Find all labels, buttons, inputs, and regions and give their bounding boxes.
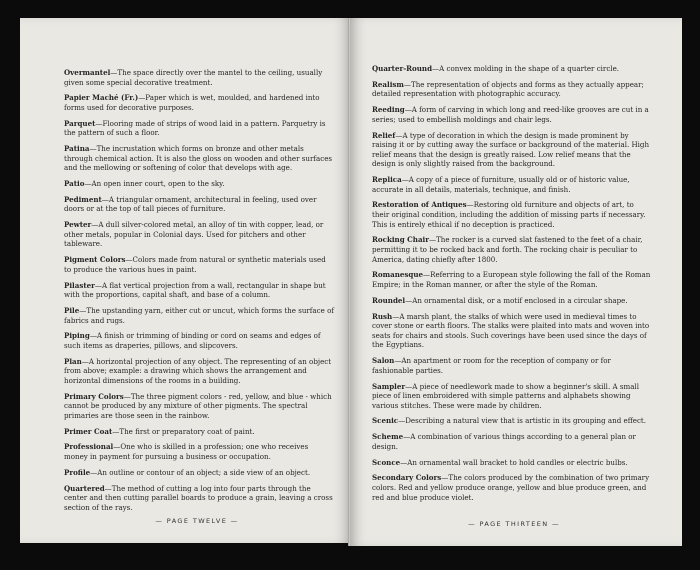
- glossary-term: Pediment: [64, 194, 102, 204]
- glossary-entry: [372, 235, 652, 264]
- glossary-entry: [372, 432, 652, 451]
- glossary-term: Parquet: [64, 118, 96, 128]
- glossary-definition: —An open inner court, open to the sky.: [84, 179, 225, 189]
- glossary-term: Scenic: [372, 416, 399, 426]
- glossary-definition: —A finish or trimming of binding or cord on seams and edges of such items as draperies, pillows, and slipcovers.: [64, 331, 321, 350]
- glossary-entry: [64, 93, 334, 112]
- glossary-term: Sconce: [372, 457, 401, 467]
- glossary-entry: [64, 331, 334, 350]
- glossary-definition: —The representation of objects and forms as they actually appear; detailed representation with photographic accuracy.: [372, 79, 644, 99]
- glossary-term: Roundel: [372, 295, 406, 305]
- glossary-definition: —Paper which is wet, moulded, and hardened into forms used for decorative purposes.: [64, 93, 320, 112]
- glossary-term: Overmantel: [64, 68, 111, 77]
- glossary-definition: —The first or preparatory coat of paint.: [112, 426, 255, 436]
- glossary-definition: —The upstanding yarn, either cut or uncut, which forms the surface of fabrics and rugs.: [64, 305, 334, 325]
- glossary-term: Papier Maché (Fr.): [64, 93, 139, 103]
- glossary-definition: —A piece of needlework made to show a beginner's skill. A small piece of linen embroidered with simple patterns and alphabets showing various stitches. These were made by children.: [372, 381, 639, 410]
- glossary-entry: [64, 68, 334, 87]
- glossary-term: Plan: [64, 356, 82, 366]
- glossary-term: Romanesque: [372, 270, 424, 280]
- glossary-entry: [64, 144, 334, 173]
- right-page: [350, 18, 682, 546]
- glossary-term: Professional: [64, 442, 114, 452]
- glossary-entry: [372, 131, 652, 169]
- glossary-entry: [372, 458, 652, 468]
- glossary-entry: [372, 382, 652, 411]
- glossary-entry: [372, 80, 652, 99]
- glossary-term: Pigment Colors: [64, 255, 126, 265]
- glossary-term: Patina: [64, 144, 90, 154]
- glossary-term: Replica: [372, 175, 402, 185]
- glossary-entry: [372, 296, 652, 306]
- glossary-entry: [372, 64, 652, 74]
- glossary-definition: —A horizontal projection of any object. The representing of an object from above; example: a drawing which shows the arrangement and horizontal dimensions of the rooms in a building.: [64, 356, 332, 385]
- glossary-term: Quartered: [64, 483, 105, 493]
- glossary-term: Reeding: [372, 105, 405, 115]
- glossary-term: Quarter-Round: [372, 64, 433, 73]
- glossary-entry: [372, 473, 652, 502]
- glossary-definition: —Restoring old furniture and objects of art, to their original condition, including the addition of missing parts if necessary. This is entirely ethical if no deception is practiced.: [372, 200, 646, 229]
- glossary-definition: —A marsh plant, the stalks of which were used in medieval times to cover stone or earth floors. The stalks were plaited into mats and woven into seats for chairs and stools. Such coverings have been used since the days of the Egyptians.: [372, 311, 650, 350]
- glossary-definition: —Colors made from natural or synthetic materials used to produce the various hues in paint.: [64, 255, 326, 274]
- glossary-definition: —An outline or contour of an object; a side view of an object.: [90, 467, 311, 477]
- glossary-term: Scheme: [372, 432, 404, 442]
- glossary-definition: —A convex molding in the shape of a quarter circle.: [432, 64, 620, 73]
- glossary-entry: [64, 392, 334, 421]
- glossary-entry: [64, 442, 334, 461]
- glossary-definition: —A copy of a piece of furniture, usually old or of historic value, accurate in all details, materials, technique, and finish.: [372, 175, 630, 194]
- page-footer-left: — PAGE TWELVE —: [155, 517, 239, 525]
- right-glossary-list: [372, 64, 652, 502]
- glossary-definition: —A triangular ornament, architectural in feeling, used over doors or at the top of tall pieces of furniture.: [64, 194, 317, 214]
- glossary-entry: [64, 195, 334, 214]
- glossary-term: Piping: [64, 331, 90, 341]
- glossary-definition: —Flooring made of strips of wood laid in a pattern. Parquetry is the pattern of such a floor.: [64, 118, 326, 138]
- glossary-definition: —A dull silver-colored metal, an alloy of tin with copper, lead, or other metals, popular in Colonial days. Used for pitchers and other tableware.: [64, 220, 324, 249]
- glossary-entry: [64, 179, 334, 189]
- glossary-term: Rocking Chair: [372, 235, 429, 245]
- page-footer-right: — PAGE THIRTEEN —: [468, 520, 560, 528]
- glossary-term: Patio: [64, 179, 85, 189]
- glossary-term: Primer Coat: [64, 426, 113, 436]
- glossary-definition: —The space directly over the mantel to the ceiling, usually given some special decorative treatment.: [64, 68, 323, 87]
- glossary-term: Pilaster: [64, 280, 95, 290]
- glossary-term: Profile: [64, 467, 91, 477]
- glossary-definition: —Describing a natural view that is artistic in its grouping and effect.: [398, 416, 647, 426]
- glossary-definition: —The colors produced by the combination of two primary colors. Red and yellow produce orange, yellow and blue produce green, and red and blue produce violet.: [372, 473, 650, 502]
- glossary-entry: [372, 356, 652, 375]
- glossary-entry: [372, 200, 652, 229]
- glossary-definition: —A form of carving in which long and reed-like grooves are cut in a series; used to embellish moldings and chair legs.: [372, 105, 649, 124]
- glossary-term: Relief: [372, 130, 396, 140]
- glossary-definition: —The method of cutting a log into four parts through the center and then cutting parallel boards to produce a grain, leaving a cross section of the rays.: [64, 483, 333, 512]
- glossary-entry: [64, 427, 334, 437]
- glossary-definition: —An ornamental disk, or a motif enclosed in a circular shape.: [405, 295, 628, 305]
- glossary-entry: [64, 306, 334, 325]
- glossary-entry: [64, 119, 334, 138]
- glossary-definition: —An ornamental wall bracket to hold candles or electric bulbs.: [400, 457, 628, 467]
- glossary-term: Primary Colors: [64, 391, 124, 401]
- glossary-entry: [372, 416, 652, 426]
- glossary-definition: —An apartment or room for the reception of company or for fashionable parties.: [372, 356, 611, 375]
- glossary-term: Realism: [372, 79, 404, 89]
- glossary-entry: [372, 175, 652, 194]
- glossary-definition: —The three pigment colors - red, yellow, and blue - which cannot be produced by any mixture of other pigments. The spectral primaries are those seen in the rainbow.: [64, 391, 332, 420]
- glossary-definition: —A flat vertical projection from a wall, rectangular in shape but with the proportions, capital shaft, and base of a column.: [64, 280, 326, 300]
- glossary-definition: —One who is skilled in a profession; one who receives money in payment for pursuing a business or occupation.: [64, 442, 309, 462]
- glossary-definition: —A type of decoration in which the design is made prominent by raising it or by cutting away the surface or background of the material. High relief means that the design is greatly raised. Low relief means that the design is only slightly raised from the background.: [372, 130, 650, 169]
- glossary-term: Restoration of Antiques: [372, 200, 467, 210]
- glossary-entry: [64, 484, 334, 513]
- glossary-entry: [64, 255, 334, 274]
- glossary-entry: [372, 312, 652, 350]
- left-page: [20, 18, 350, 543]
- glossary-entry: [64, 468, 334, 478]
- glossary-entry: [64, 357, 334, 386]
- left-glossary-list: [64, 68, 334, 512]
- glossary-entry: [64, 281, 334, 300]
- glossary-definition: —Referring to a European style following the fall of the Roman Empire; in the Roman manner, or after the style of the Roman.: [372, 270, 651, 289]
- glossary-term: Secondary Colors: [372, 473, 442, 483]
- glossary-term: Pewter: [64, 220, 92, 230]
- glossary-entry: [372, 105, 652, 124]
- glossary-definition: —The rocker is a curved slat fastened to the feet of a chair, permitting it to be rocked back and forth. The rocking chair is peculiar to America, dating chiefly after 1800.: [372, 235, 643, 264]
- glossary-term: Rush: [372, 311, 393, 321]
- glossary-entry: [64, 220, 334, 249]
- glossary-term: Pile: [64, 305, 80, 315]
- glossary-term: Salon: [372, 356, 395, 366]
- glossary-definition: —The incrustation which forms on bronze and other metals through chemical action. It is also the gloss on wooden and other surfaces and the mellowing or softening of color that develops with age.: [64, 144, 333, 173]
- glossary-term: Sampler: [372, 381, 406, 391]
- glossary-entry: [372, 270, 652, 289]
- glossary-definition: —A combination of various things according to a general plan or design.: [372, 432, 636, 451]
